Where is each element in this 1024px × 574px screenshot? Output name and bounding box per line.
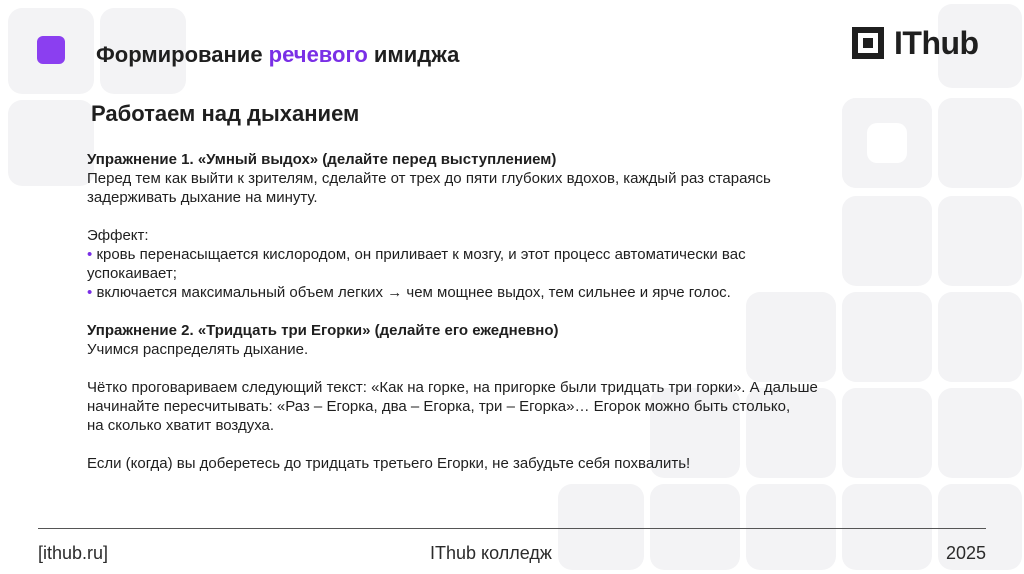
exercise2-text-line: на сколько хватит воздуха. <box>87 417 275 434</box>
bg-tile <box>938 292 1022 382</box>
footer-year: 2025 <box>945 543 986 563</box>
bullet-icon: • <box>87 246 93 263</box>
bg-tile <box>8 100 94 186</box>
exercise1-text-line: задерживать дыхание на минуту. <box>87 189 318 206</box>
footer-divider <box>38 528 986 529</box>
bg-tile <box>938 98 1022 188</box>
slide-content <box>87 150 907 473</box>
effect-label: Эффект: <box>87 227 149 244</box>
exercise2-heading: Упражнение 2. «Тридцать три Егорки» (делайте его ежедневно) <box>87 322 559 339</box>
bg-tile <box>746 484 836 570</box>
header-title-highlight: речевого <box>268 42 368 67</box>
exercise2-text-line: Чётко проговариваем следующий текст: «Как на горке, на пригорке были тридцать три горки». А дальше <box>87 379 818 396</box>
footer-college: IThub колледж <box>430 543 552 563</box>
header-title: Формирование речевого имиджа <box>96 42 460 67</box>
logo-square-icon <box>852 27 884 59</box>
exercise1-text-line: Перед тем как выйти к зрителям, сделайте от трех до пяти глубоких вдохов, каждый раз стараясь <box>87 170 771 187</box>
logo-text: IThub <box>894 24 979 61</box>
effect-bullet-1-cont: успокаивает; <box>87 265 177 282</box>
exercise2-text-line: Учимся распределять дыхание. <box>87 341 309 358</box>
exercise1-heading: Упражнение 1. «Умный выдох» (делайте перед выступлением) <box>87 151 557 168</box>
effect-bullet-2: • включается максимальный объем легких → чем мощнее выдох, тем сильнее и ярче голос. <box>87 284 731 301</box>
bg-tile <box>558 484 644 570</box>
bg-tile <box>650 484 740 570</box>
ithub-logo <box>852 26 979 60</box>
accent-square-icon <box>37 36 65 64</box>
exercise2-final: Если (когда) вы доберетесь до тридцать третьего Егорки, не забудьте себя похвалить! <box>87 455 691 472</box>
bg-tile <box>842 484 932 570</box>
footer-website: [ithub.ru] <box>38 543 109 563</box>
exercise2-text-line: начинайте пересчитывать: «Раз – Егорка, два – Егорка, три – Егорка»… Егорок можно быть столько, <box>87 398 791 415</box>
bg-tile <box>938 388 1022 478</box>
section-title: Работаем над дыханием <box>91 101 360 126</box>
effect-bullet-1: • кровь перенасыщается кислородом, он приливает к мозгу, и этот процесс автоматически вас <box>87 246 746 263</box>
bullet-icon: • <box>87 284 93 301</box>
bg-tile <box>938 196 1022 286</box>
